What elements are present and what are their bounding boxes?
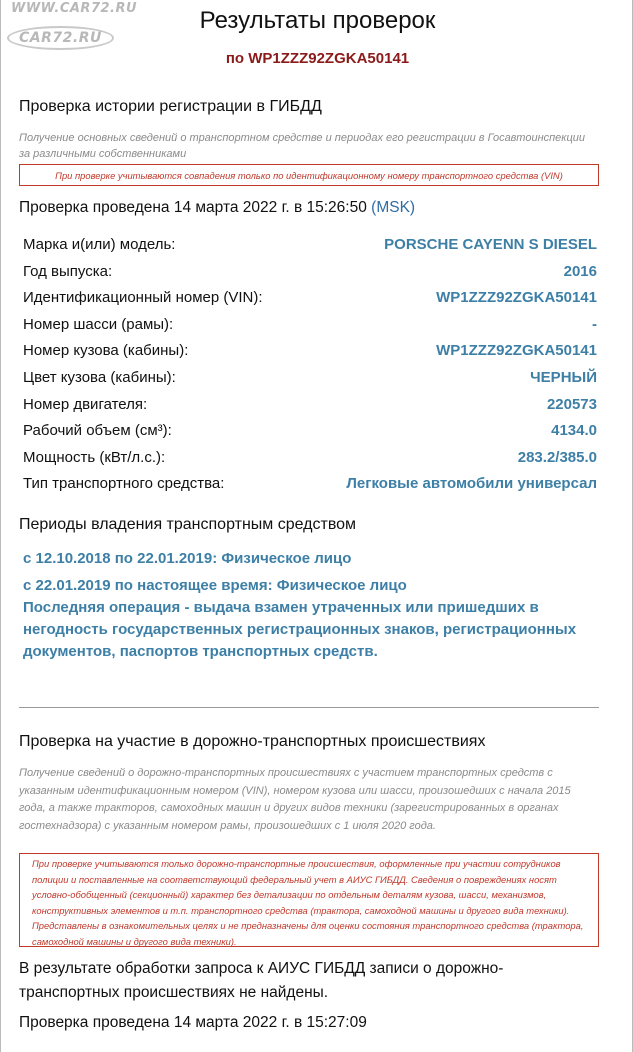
row-value: PORSCHE CAYENN S DIESEL xyxy=(384,236,597,253)
ownership-period: с 12.10.2018 по 22.01.2019: Физическое лицо xyxy=(23,550,352,567)
row-value: - xyxy=(592,315,597,333)
row-label: Рабочий объем (см³): xyxy=(23,422,172,440)
table-row xyxy=(23,287,597,314)
last-operation: Последняя операция - выдача взамен утраченных или пришедших в негодность государственных регистрационных знаков, регистрационных документов, паспортов транспортных средств. xyxy=(23,599,577,660)
accidents-result: В результате обработки запроса к АИУС ГИБДД записи о дорожно-транспортных происшествиях не найдены. xyxy=(19,960,504,1001)
accidents-warning: При проверке учитываются только дорожно-транспортные происшествия, оформленные при участии сотрудников полиции и поставленные на соответствующий федеральный учет в АИУС ГИБДД. Сведения о повреждениях носят условно-обобщенный (секционный) характер без детализации по отдельным деталям кузова, шасси, механизмов, конструктивных элементов и т.п. транспортного средства (трактора, самоходной машины и другого вида техники). Представлены в ознакомительных целях и не предназначены для оценки состояния транспортного средства (трактора, самоходной машины и другого вида техники). xyxy=(19,853,599,947)
row-label: Номер двигателя: xyxy=(23,395,148,413)
row-label: Год выпуска: xyxy=(23,262,113,280)
row-value: 2016 xyxy=(563,262,597,280)
row-label: Тип транспортного средства: xyxy=(23,475,225,493)
registration-description: Получение основных сведений о транспортном средстве и периодах его регистрации в Госавтоинспекции за различными собственниками xyxy=(19,132,586,160)
row-value: 283.2/385.0 xyxy=(517,448,597,466)
row-value: Легковые автомобили универсал xyxy=(346,475,597,493)
ownership-periods xyxy=(23,548,593,663)
accidents-description: Получение сведений о дорожно-транспортных происшествиях с участием транспортных средств с указанным идентификационным номером (VIN), номером кузова или шасси, произошедших с начала 2015 года, а также тракторов, самоходных машин и других видов техники (зарегистрированных в органах гостехнадзора) с указанным номером рамы, произошедших с 1 июля 2020 года. xyxy=(19,767,571,832)
table-row xyxy=(23,394,597,421)
row-label: Мощность (кВт/л.с.): xyxy=(23,448,166,466)
row-label: Номер кузова (кабины): xyxy=(23,342,189,360)
registration-checked-time: Проверка проведена 14 марта 2022 г. в 15:26:50 xyxy=(19,199,367,216)
ownership-period: с 22.01.2019 по настоящее время: Физическое лицо xyxy=(23,577,407,594)
row-label: Марка и(или) модель: xyxy=(23,236,176,253)
row-value: WP1ZZZ92ZGKA50141 xyxy=(436,289,597,307)
table-row xyxy=(23,314,597,341)
watermark-url: WWW.CAR72.RU xyxy=(11,1,138,16)
section-divider xyxy=(19,707,599,708)
registration-checked-at xyxy=(19,199,415,217)
row-value: 4134.0 xyxy=(551,422,597,440)
vehicle-info-table xyxy=(23,234,597,500)
table-row xyxy=(23,420,597,447)
accidents-checked-at: Проверка проведена 14 марта 2022 г. в 15:27:09 xyxy=(19,1014,367,1031)
row-label: Цвет кузова (кабины): xyxy=(23,368,176,386)
row-label: Идентификационный номер (VIN): xyxy=(23,289,263,307)
row-label: Номер шасси (рамы): xyxy=(23,315,174,333)
table-row xyxy=(23,473,597,500)
table-row xyxy=(23,340,597,367)
registration-heading: Проверка истории регистрации в ГИБДД xyxy=(19,98,322,115)
vin-subtitle: по WP1ZZZ92ZGKA50141 xyxy=(225,50,410,67)
table-row xyxy=(23,447,597,474)
table-row xyxy=(23,234,597,261)
page-title: Результаты проверок xyxy=(199,7,436,34)
row-value: ЧЕРНЫЙ xyxy=(530,368,597,386)
accidents-heading: Проверка на участие в дорожно-транспортных происшествиях xyxy=(19,733,486,750)
row-value: 220573 xyxy=(546,395,597,413)
row-value: WP1ZZZ92ZGKA50141 xyxy=(436,342,597,360)
table-row xyxy=(23,367,597,394)
ownership-periods-heading: Периоды владения транспортным средством xyxy=(19,516,357,533)
timezone-label: (MSK) xyxy=(371,199,416,216)
table-row xyxy=(23,261,597,288)
watermark-logo: CAR72.RU xyxy=(7,26,114,50)
registration-warning: При проверке учитываются совпадения только по идентификационному номеру транспортного средства (VIN) xyxy=(19,164,599,186)
